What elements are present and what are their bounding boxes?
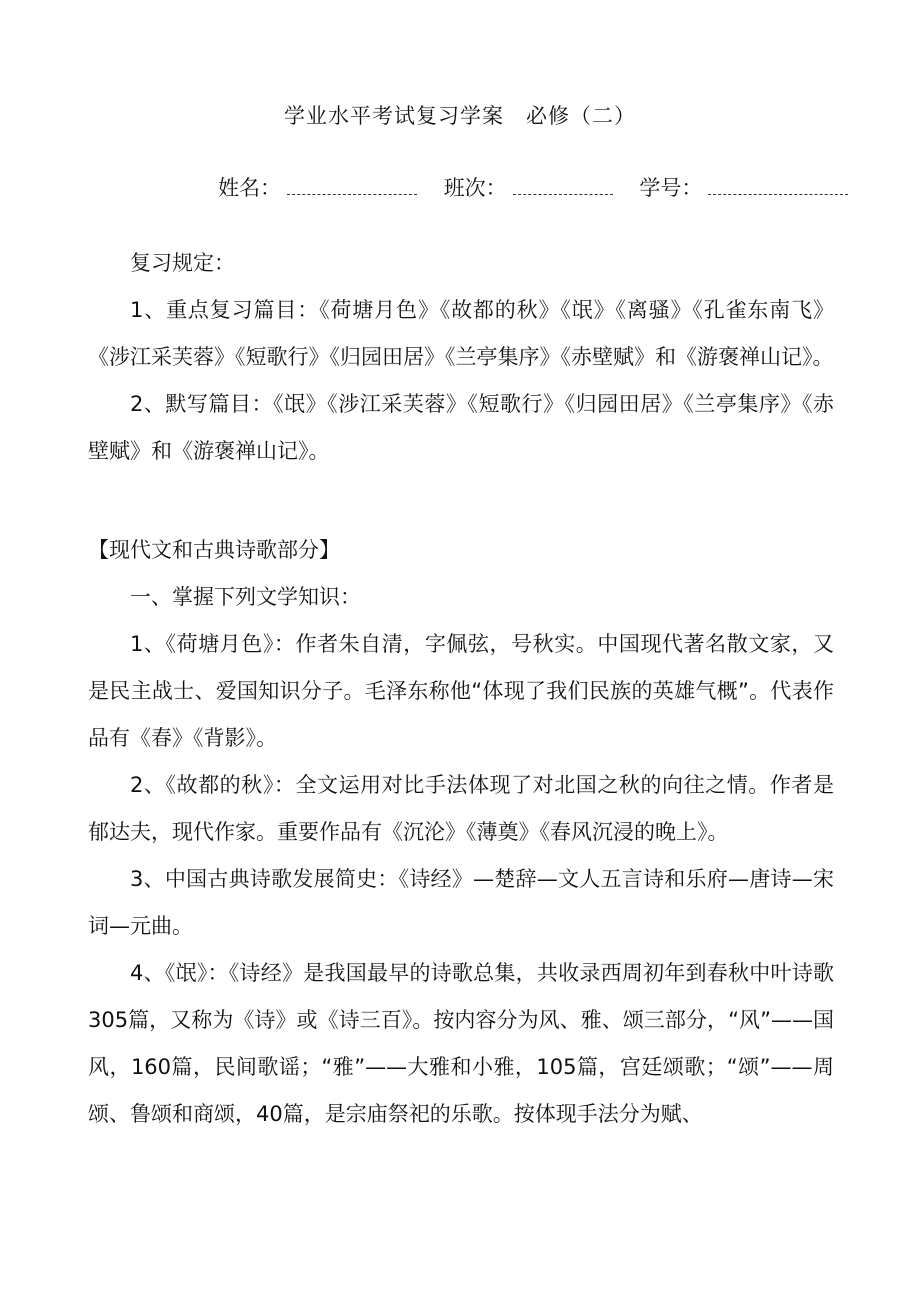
review-heading: 复习规定： [130, 251, 235, 275]
class-label: 班次： [443, 176, 507, 200]
student-info-row [218, 172, 848, 202]
review-item-2: 2、默写篇目：《氓》《涉江采芙蓉》《短歌行》《归园田居》《兰亭集序》《赤壁赋》和《游褒禅山记》。 [88, 392, 834, 463]
name-blank-field[interactable] [287, 176, 417, 195]
class-blank-field[interactable] [513, 176, 613, 195]
student-id-label: 学号： [639, 176, 703, 200]
student-id-blank-field[interactable] [708, 176, 848, 195]
document-body [88, 240, 834, 1138]
knowledge-point-1: 1、《荷塘月色》：作者朱自清，字佩弦，号秋实。中国现代著名散文家，又是民主战士、爱国知识分子。毛泽东称他“体现了我们民族的英雄气概”。代表作品有《春》《背影》。 [88, 632, 834, 750]
knowledge-point-4: 4、《氓》：《诗经》是我国最早的诗歌总集，共收录西周初年到春秋中叶诗歌305篇，又称为《诗》或《诗三百》。按内容分为风、雅、颂三部分，“风”——国风，160篇，民间歌谣；“雅”——大雅和小雅，105篇，宫廷颂歌；“颂”——周颂、鲁颂和商颂，40篇，是宗庙祭祀的乐歌。按体现手法分为赋、 [88, 961, 834, 1126]
document-title: 学业水平考试复习学案 必修（二） [284, 104, 636, 128]
knowledge-point-2: 2、《故都的秋》：全文运用对比手法体现了对北国之秋的向往之情。作者是郁达夫，现代作家。重要作品有《沉沦》《薄奠》《春风沉浸的晚上》。 [88, 773, 834, 844]
section-heading: 【现代文和古典诗歌部分】 [88, 538, 340, 562]
review-item-1: 1、重点复习篇目：《荷塘月色》《故都的秋》《氓》《离骚》《孔雀东南飞》《涉江采芙蓉》《短歌行》《归园田居》《兰亭集序》《赤壁赋》和《游褒禅山记》。 [88, 298, 834, 369]
knowledge-point-3: 3、中国古典诗歌发展简史：《诗经》—楚辞—文人五言诗和乐府—唐诗—宋词—元曲。 [88, 867, 834, 938]
section-subheading: 一、掌握下列文学知识： [130, 585, 361, 609]
name-label: 姓名： [218, 176, 281, 200]
